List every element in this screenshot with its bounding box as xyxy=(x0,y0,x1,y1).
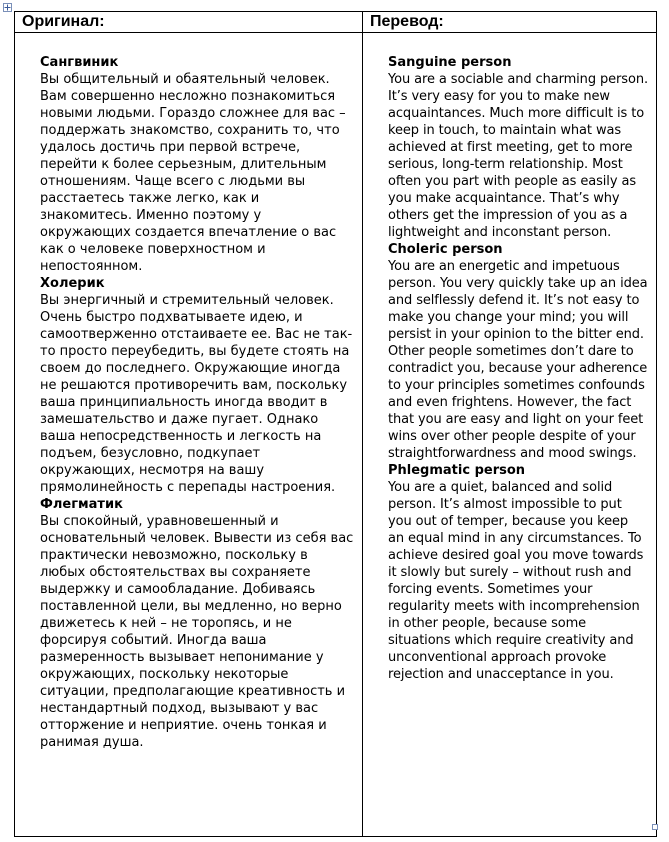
entry-sanguine-ru xyxy=(40,54,354,275)
entry-title: Sanguine person xyxy=(388,55,512,70)
header-original: Оригинал: xyxy=(15,12,363,33)
translation-column xyxy=(363,33,657,837)
entry-text: You are an energetic and impetuous person. You very quickly take up an idea and selflessly defend it. It’s not easy to make you change your mind; you will persist in your opinion to the bitter end. Other people sometimes don’t dare to contradict you, because your adherence to your principles sometimes confounds and even frightens. However, the fact that you are easy and light on your feet wins over other people despite of your straightforwardness and mood swings. xyxy=(388,259,648,461)
header-translation: Перевод: xyxy=(363,12,657,33)
entry-choleric-en xyxy=(388,241,648,462)
entry-choleric-ru xyxy=(40,275,354,496)
entry-phlegmatic-en xyxy=(388,462,648,683)
entry-text: Вы спокойный, уравновешенный и основательный человек. Вывести из себя вас практически невозможно, поскольку в любых обстоятельствах вы сохраняете выдержку и самообладание. Добиваясь поставленной цели, вы медленно, но верно движетесь к ней – не торопясь, и не форсируя событий. Иногда ваша размеренность вызывает непонимание у окружающих, поскольку некоторые ситуации, предполагающие креативность и нестандартный подход, вызывают у вас отторжение и неприятие. очень тонкая и ранимая душа. xyxy=(40,514,354,750)
entry-title: Холерик xyxy=(40,276,105,291)
entry-text: You are a sociable and charming person. It’s very easy for you to make new acquaintances. Much more difficult is to keep in touch, to maintain what was achieved at first meeting, get to more serious, long-term relationship. Most often you part with people as easily as you make acquaintance. That’s why others get the impression of you as a lightweight and inconstant person. xyxy=(388,72,648,240)
entry-title: Сангвиник xyxy=(40,55,119,70)
comparison-table xyxy=(14,11,657,837)
table-move-handle[interactable] xyxy=(3,3,12,12)
entry-sanguine-en xyxy=(388,54,648,241)
original-column xyxy=(15,33,363,837)
header-row xyxy=(15,12,657,33)
entry-text: Вы общительный и обаятельный человек. Вам совершенно несложно познакомиться новыми людьми. Гораздо сложнее для вас – поддержать знакомство, сохранить то, что удалось достичь при первой встрече, перейти к более серьезным, длительным отношениям. Чаще всего с людьми вы расстаетесь также легко, как и знакомитесь. Именно поэтому у окружающих создается впечатление о вас как о человеке поверхностном и непостоянном. xyxy=(40,72,346,274)
entry-text: Вы энергичный и стремительный человек. Очень быстро подхватываете идею, и самоотверженно отстаиваете ее. Вас не так-то просто переубедить, вы будете стоять на своем до последнего. Окружающие иногда не решаются противоречить вам, поскольку ваша принципиальность иногда вводит в замешательство и даже пугает. Однако ваша непосредственность и легкость на подъем, безусловно, подкупает окружающих, несмотря на вашу прямолинейность с перепады настроения. xyxy=(40,293,353,495)
entry-title: Phlegmatic person xyxy=(388,463,526,478)
content-row xyxy=(15,33,657,837)
move-arrows-icon xyxy=(4,4,11,11)
table-resize-handle[interactable] xyxy=(652,824,658,830)
entry-text: You are a quiet, balanced and solid person. It’s almost impossible to put you out of temper, because you keep an equal mind in any circumstances. To achieve desired goal you move towards it slowly but surely – without rush and forcing events. Sometimes your regularity meets with incomprehension in other people, because some situations which require creativity and unconventional approach provoke rejection and unacceptance in you. xyxy=(388,480,644,682)
entry-title: Флегматик xyxy=(40,497,123,512)
entry-phlegmatic-ru xyxy=(40,496,354,751)
entry-title: Choleric person xyxy=(388,242,503,257)
